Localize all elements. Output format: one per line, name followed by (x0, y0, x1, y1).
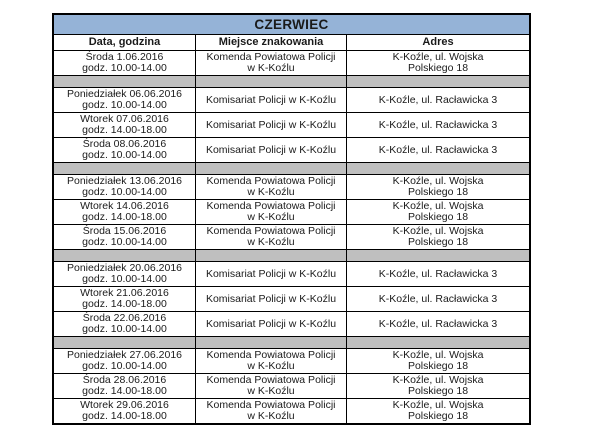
cell-date (54, 374, 196, 398)
cell-line: Środa 1.06.2016 (85, 51, 164, 63)
table-row (54, 138, 529, 163)
column-header-place: Miejsce znakowania (196, 35, 347, 50)
cell-line: godz. 10.00-14.00 (82, 186, 167, 198)
cell-line: K-Koźle, ul. Wojska (392, 349, 484, 361)
cell-line: godz. 10.00-14.00 (82, 323, 167, 335)
cell-date (54, 200, 196, 224)
cell-line: Komisariat Policji w K-Koźlu (205, 317, 337, 330)
cell-line: Środa 08.06.2016 (82, 138, 167, 150)
cell-place (196, 399, 347, 423)
table-title-row (54, 15, 529, 35)
cell-line: K-Koźle, ul. Wojska (392, 225, 484, 237)
cell-line: Komenda Powiatowa Policji (206, 399, 336, 411)
cell-line: godz. 10.00-14.00 (82, 273, 167, 285)
cell-place (196, 225, 347, 249)
cell-line: Polskiego 18 (407, 62, 469, 74)
cell-line: K-Koźle, ul. Wojska (392, 51, 484, 63)
cell-address (347, 113, 529, 137)
cell-line: Polskiego 18 (407, 360, 469, 372)
cell-line: K-Koźle, ul. Racławicka 3 (378, 118, 498, 131)
cell-line: Komisariat Policji w K-Koźlu (205, 118, 337, 131)
cell-line: Polskiego 18 (407, 236, 469, 248)
table-row (54, 399, 529, 423)
table-row (54, 262, 529, 287)
cell-line: Polskiego 18 (407, 186, 469, 198)
cell-date (54, 51, 196, 75)
cell-address (347, 312, 529, 336)
cell-date (54, 88, 196, 112)
cell-line: Środa 28.06.2016 (82, 374, 167, 386)
cell-line: Komenda Powiatowa Policji (206, 374, 336, 386)
cell-line: Komenda Powiatowa Policji (206, 349, 336, 361)
cell-line: godz. 10.00-14.00 (82, 360, 167, 372)
separator-cell (347, 76, 529, 87)
cell-line: Komisariat Policji w K-Koźlu (205, 93, 337, 106)
separator-cell (54, 337, 196, 348)
cell-place (196, 200, 347, 224)
cell-date (54, 262, 196, 286)
cell-line: w K-Koźlu (247, 385, 295, 397)
cell-line: Wtorek 29.06.2016 (80, 399, 169, 411)
cell-address (347, 262, 529, 286)
cell-line: K-Koźle, ul. Racławicka 3 (378, 267, 498, 280)
cell-date (54, 349, 196, 373)
cell-address (347, 374, 529, 398)
separator-cell (196, 250, 347, 261)
cell-line: K-Koźle, ul. Racławicka 3 (378, 143, 498, 156)
cell-line: Wtorek 14.06.2016 (80, 200, 169, 212)
cell-line: K-Koźle, ul. Racławicka 3 (378, 317, 498, 330)
cell-date (54, 138, 196, 162)
cell-line: Komenda Powiatowa Policji (206, 225, 336, 237)
cell-line: Wtorek 21.06.2016 (80, 287, 169, 299)
table-row (54, 225, 529, 250)
cell-line: K-Koźle, ul. Wojska (392, 175, 484, 187)
cell-line: w K-Koźlu (247, 186, 295, 198)
cell-place (196, 312, 347, 336)
separator-cell (196, 163, 347, 174)
cell-line: godz. 10.00-14.00 (82, 99, 167, 111)
cell-place (196, 175, 347, 199)
cell-line: w K-Koźlu (247, 410, 295, 422)
cell-line: w K-Koźlu (247, 62, 295, 74)
cell-line: godz. 10.00-14.00 (82, 236, 167, 248)
table-row (54, 200, 529, 225)
cell-line: godz. 14.00-18.00 (82, 211, 167, 223)
cell-place (196, 374, 347, 398)
cell-date (54, 312, 196, 336)
cell-place (196, 113, 347, 137)
table-row (54, 312, 529, 337)
cell-line: Komisariat Policji w K-Koźlu (205, 292, 337, 305)
cell-address (347, 200, 529, 224)
cell-line: Komenda Powiatowa Policji (206, 175, 336, 187)
cell-line: godz. 10.00-14.00 (82, 62, 167, 74)
separator-cell (347, 163, 529, 174)
cell-place (196, 287, 347, 311)
cell-address (347, 88, 529, 112)
column-header-address: Adres (422, 36, 454, 48)
table-row (54, 175, 529, 200)
table-separator-row (54, 250, 529, 262)
cell-date (54, 225, 196, 249)
cell-address (347, 399, 529, 423)
cell-line: Polskiego 18 (407, 410, 469, 422)
cell-line: K-Koźle, ul. Wojska (392, 399, 484, 411)
cell-place (196, 88, 347, 112)
cell-line: Poniedziałek 13.06.2016 (66, 175, 182, 187)
cell-address (347, 138, 529, 162)
cell-line: Środa 22.06.2016 (82, 312, 167, 324)
cell-line: Poniedziałek 20.06.2016 (66, 262, 182, 274)
cell-address (347, 225, 529, 249)
cell-date (54, 287, 196, 311)
separator-cell (54, 163, 196, 174)
cell-place (196, 349, 347, 373)
cell-line: Wtorek 07.06.2016 (80, 113, 169, 125)
cell-line: godz. 10.00-14.00 (82, 149, 167, 161)
table-header-row (54, 35, 529, 51)
cell-line: K-Koźle, ul. Wojska (392, 374, 484, 386)
cell-line: godz. 14.00-18.00 (82, 410, 167, 422)
table-row (54, 51, 529, 76)
cell-line: w K-Koźlu (247, 360, 295, 372)
cell-place (196, 51, 347, 75)
cell-line: godz. 14.00-18.00 (82, 124, 167, 136)
separator-cell (54, 250, 196, 261)
cell-line: Poniedziałek 27.06.2016 (66, 349, 182, 361)
table-row (54, 349, 529, 374)
cell-line: Komisariat Policji w K-Koźlu (205, 267, 337, 280)
table-separator-row (54, 76, 529, 88)
separator-cell (54, 76, 196, 87)
cell-line: Komisariat Policji w K-Koźlu (205, 143, 337, 156)
separator-cell (347, 250, 529, 261)
separator-cell (347, 337, 529, 348)
cell-address (347, 287, 529, 311)
table-row (54, 374, 529, 399)
table-title: CZERWIEC (254, 17, 329, 32)
table-row (54, 287, 529, 312)
cell-line: w K-Koźlu (247, 236, 295, 248)
table-row (54, 88, 529, 113)
cell-place (196, 262, 347, 286)
cell-date (54, 399, 196, 423)
table-separator-row (54, 163, 529, 175)
cell-line: Poniedziałek 06.06.2016 (66, 88, 182, 100)
table-body (54, 51, 529, 423)
cell-date (54, 113, 196, 137)
schedule-table (52, 13, 531, 425)
cell-date (54, 175, 196, 199)
cell-line: K-Koźle, ul. Racławicka 3 (378, 292, 498, 305)
cell-line: godz. 14.00-18.00 (82, 298, 167, 310)
cell-address (347, 51, 529, 75)
cell-line: Polskiego 18 (407, 211, 469, 223)
cell-line: Komenda Powiatowa Policji (206, 51, 336, 63)
cell-line: godz. 14.00-18.00 (82, 385, 167, 397)
column-header-date: Data, godzina (54, 35, 196, 50)
cell-line: K-Koźle, ul. Racławicka 3 (378, 93, 498, 106)
cell-line: w K-Koźlu (247, 211, 295, 223)
cell-line: Środa 15.06.2016 (82, 225, 167, 237)
separator-cell (196, 76, 347, 87)
cell-address (347, 349, 529, 373)
table-separator-row (54, 337, 529, 349)
cell-place (196, 138, 347, 162)
cell-address (347, 175, 529, 199)
cell-line: Polskiego 18 (407, 385, 469, 397)
separator-cell (196, 337, 347, 348)
cell-line: K-Koźle, ul. Wojska (392, 200, 484, 212)
cell-line: Komenda Powiatowa Policji (206, 200, 336, 212)
table-row (54, 113, 529, 138)
